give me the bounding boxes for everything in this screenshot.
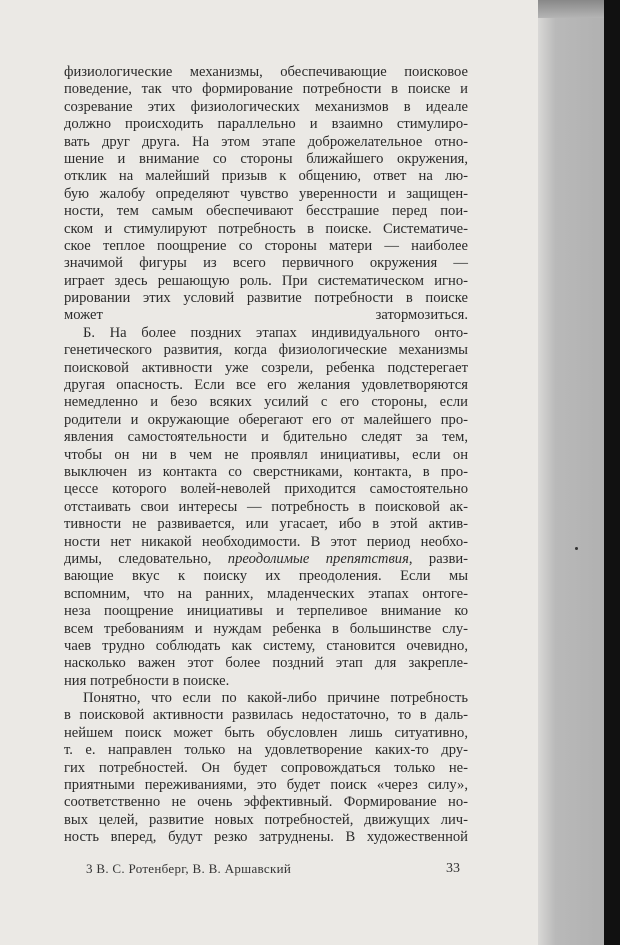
text-line: ском и стимулируют потребность в поиске. Систематиче- [64,220,468,237]
text-line: гих потребностей. Он будет сопровождаться только не- [64,759,468,776]
text-line: Б. На более поздних этапах индивидуального онто- [83,324,468,341]
text-line: должно происходить параллельно и взаимно стимулиро- [64,116,468,133]
text-line: поисковой активности уже созрели, ребенка подстерегает [64,359,468,376]
text-line: явления самостоятельности и бдительно следят за тем, [64,429,468,446]
scan-edge [604,0,620,945]
text-line: цессе которого волей-неволей приходится самостоятельно [64,481,468,498]
text-line: ния потребности в поиске. [64,672,230,689]
text-line: нейшем поиск может быть обусловлен лишь ситуативно, [64,724,468,741]
text-line: чаев трудно соблюдать как систему, становится очевидно, [64,637,468,654]
text-line: играет здесь решающую роль. При систематическом игно- [64,272,468,289]
text-line [64,551,468,568]
paragraph [64,325,468,690]
text-line: ское теплое поощрение со стороны матери — наиболее [64,237,468,254]
text-line: всем требованиям и нуждам ребенка в большинстве слу- [64,620,468,637]
text-line: приятными переживаниями, это будет поиск «через силу», [64,777,468,794]
text-line: другая опасность. Если все его желания удовлетворяются [64,377,468,394]
text-line: отстаивать свои интересы — потребность в поисковой ак- [64,498,468,515]
text-line: неза поощрение инициативы и терпеливое внимание ко [64,603,468,620]
text-line: вых целей, развитие новых потребностей, движущих лич- [64,811,468,828]
text-line: может затормозиться. [64,307,468,324]
text-line: вающие вкус к поиску их преодоления. Если мы [64,568,468,585]
text-line: поведение, так что формирование потребности в поиске и [64,81,468,98]
text-line: в поисковой активности развилась недостаточно, то в даль- [64,707,468,724]
scan-shadow-strip [538,0,608,945]
emphasized-text: преодолимые препятствия [227,550,409,567]
page-number: 33 [446,861,460,876]
text-line: немедленно и безо всяких усилий с его стороны, если [64,394,468,411]
text-line: чтобы он ни в чем не проявлял инициативы, если он [64,446,468,463]
text-segment: димы, следовательно, [64,550,228,567]
text-line: вать друг друга. На этом этапе доброжелательное отно- [64,133,468,150]
paragraph [64,64,468,325]
text-line: родители и окружающие оберегают его от малейшего про- [64,411,468,428]
text-line: физиологические механизмы, обеспечивающие поисковое [64,64,468,80]
text-line: насколько важен этот более поздний этап для закрепле- [64,655,468,672]
text-line: вспомним, что на ранних, младенческих этапах онтоге- [64,585,468,602]
text-line: шение и внимание со стороны ближайшего окружения, [64,150,468,167]
text-line: генетического развития, когда физиологические механизмы [64,342,468,359]
page-body-text [64,64,468,847]
text-line: отклик на малейший призыв к общению, ответ на лю- [64,168,468,185]
text-line: созревание этих физиологических механизмов в идеале [64,98,468,115]
text-line: значимой фигуры из всего первичного окружения — [64,255,468,272]
text-line: соответственно не очень эффективный. Формирование но- [64,794,468,811]
paragraph [64,690,468,847]
text-line: тивности не развивается, или угасает, ибо в этой актив- [64,516,468,533]
text-line: ность вперед, будут резко затруднены. В художественной [64,829,468,846]
text-line: бую жалобу определяют чувство уверенности и защищен- [64,185,468,202]
text-line: Понятно, что если по какой-либо причине потребность [83,690,468,707]
text-line: ности нет никакой необходимости. В этот период необхо- [64,533,468,550]
scan-speck [575,547,578,550]
footer-signature: 3 В. С. Ротенберг, В. В. Аршавский [86,861,292,876]
text-line: рировании этих условий развитие потребности в поиске [64,290,468,307]
text-segment: , разви- [408,550,468,567]
text-line: выключен из контакта со сверстниками, контакта, в про- [64,463,468,480]
text-line: т. е. направлен только на удовлетворение каких-то дру- [64,742,468,759]
text-line: ности, тем самым обеспечивают бесстрашие перед пои- [64,203,468,220]
